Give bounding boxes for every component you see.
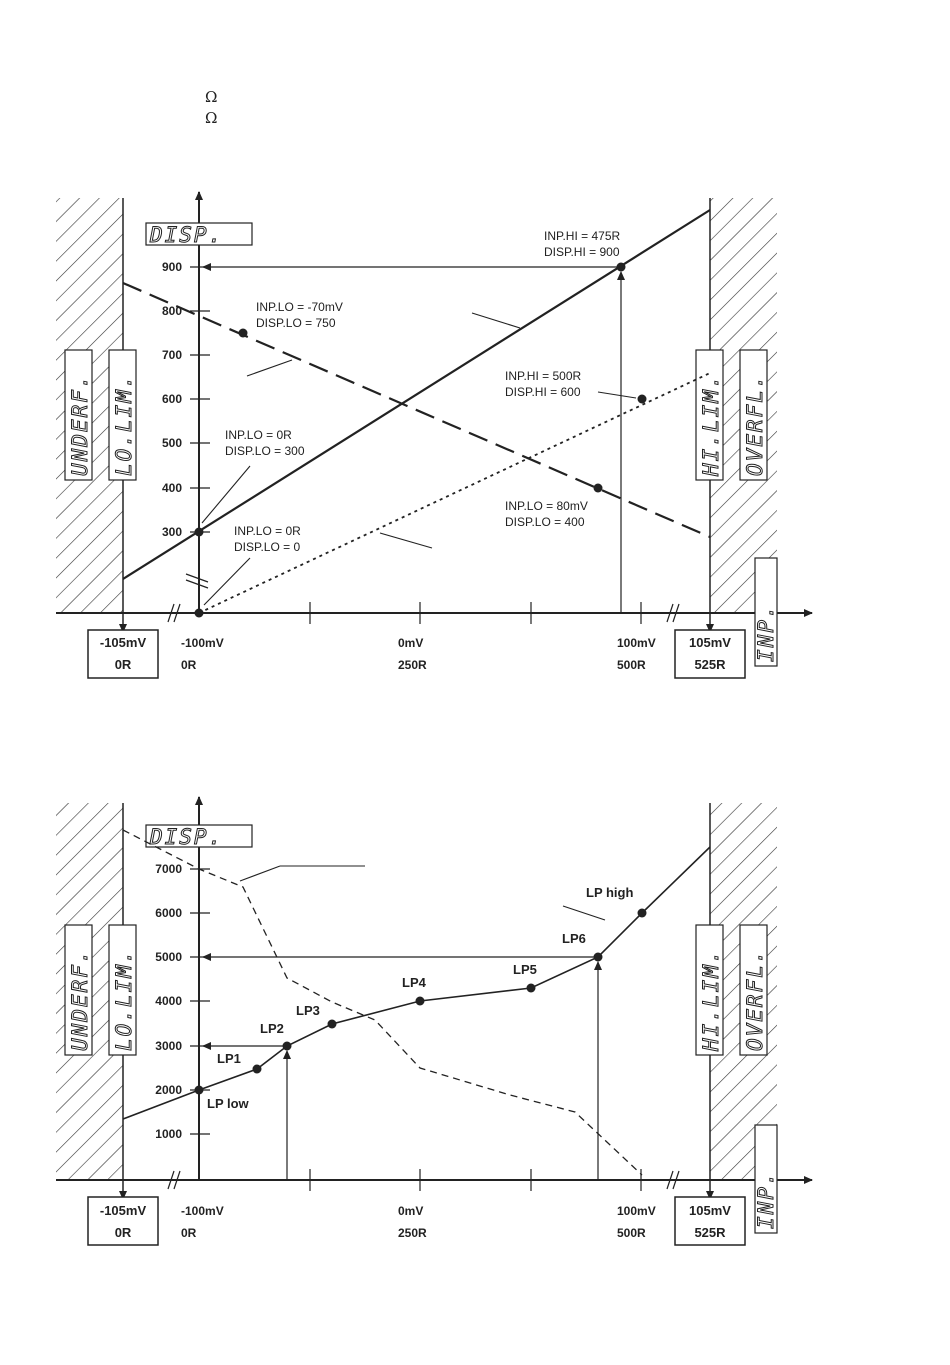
low-limit-r-2: 0R [114,1225,132,1240]
lo-limit-label: LO.LIM. [112,373,136,476]
overflow-label-2: OVERFL. [743,948,767,1051]
point-inp-hi-500r [638,395,647,404]
annotation-disp-lo-300: DISP.LO = 300 [225,444,305,458]
low-limit-mv-2: -105mV [99,1203,147,1218]
label-lp-low: LP low [207,1096,249,1111]
y-tick-600: 600 [161,392,182,406]
point-inp-hi-475r [617,263,626,272]
omega-symbol-1: Ω [205,88,218,106]
point-inp-lo-80mv [594,484,603,493]
axis-break-marks [168,574,679,622]
diagram-1 [56,192,812,678]
annotation-disp-hi-600: DISP.HI = 600 [505,385,581,399]
annotation-disp-hi-900: DISP.HI = 900 [544,245,620,259]
x-tick-0mv-2: 0mV [398,1204,424,1218]
y-tick-5000: 5000 [155,950,182,964]
dashed-line-characteristic [123,283,710,537]
label-lp6: LP6 [562,931,586,946]
x-tick-minus100mv: -100mV [181,636,224,650]
label-lp3: LP3 [296,1003,320,1018]
x-tick-500r-2: 500R [617,1226,646,1240]
annotation-inp-hi-500r: INP.HI = 500R [505,369,582,383]
label-lp2: LP2 [260,1021,284,1036]
sensor-characteristic-dashed [123,830,642,1175]
low-limit-mv: -105mV [99,635,147,650]
point-lp3 [328,1020,337,1029]
inp-axis-label-2: INP. [754,1170,778,1229]
point-lp1 [253,1065,262,1074]
y-tick-6000: 6000 [155,906,182,920]
point-lp-high [638,909,647,918]
omega-symbol-2: Ω [205,109,218,127]
y-tick-1000: 1000 [155,1127,182,1141]
y-tick-4000: 4000 [155,994,182,1008]
annotation-inp-hi-475r: INP.HI = 475R [544,229,621,243]
point-inp-lo-0r-0 [195,609,204,618]
hi-limit-label: HI.LIM. [699,373,723,476]
x-tick-0mv: 0mV [398,636,424,650]
x-tick-250r: 250R [398,658,427,672]
low-limit-r: 0R [114,657,132,672]
x-tick-0r: 0R [181,658,197,672]
y-tick-7000: 7000 [155,862,182,876]
high-limit-r: 525R [694,657,726,672]
y-tick-2000: 2000 [155,1083,182,1097]
y-tick-800: 800 [161,304,182,318]
point-inp-lo-0r-300 [195,528,204,537]
point-inp-lo-minus70mv [239,329,248,338]
y-tick-700: 700 [161,348,182,362]
high-limit-mv: 105mV [689,635,731,650]
y-tick-300: 300 [161,525,182,539]
lo-limit-label-2: LO.LIM. [112,948,136,1051]
annotation-inp-lo-0r-a: INP.LO = 0R [225,428,292,442]
x-tick-250r-2: 250R [398,1226,427,1240]
dotted-line-characteristic [199,373,710,613]
point-lp-low [195,1086,204,1095]
x-tick-0r-2: 0R [181,1226,197,1240]
point-lp2 [283,1042,292,1051]
point-lp5 [527,984,536,993]
annotation-disp-lo-750: DISP.LO = 750 [256,316,336,330]
x-tick-100mv-2: 100mV [617,1204,656,1218]
disp-axis-label-2: DISP. [150,825,224,849]
high-limit-mv-2: 105mV [689,1203,731,1218]
label-lp1: LP1 [217,1051,241,1066]
annotation-inp-lo-minus70mv: INP.LO = -70mV [256,300,343,314]
x-tick-minus100mv-2: -100mV [181,1204,224,1218]
overflow-label: OVERFL. [743,373,767,476]
y-tick-3000: 3000 [155,1039,182,1053]
annotation-disp-lo-0: DISP.LO = 0 [234,540,301,554]
high-limit-r-2: 525R [694,1225,726,1240]
diagram-2 [56,797,812,1245]
disp-axis-label: DISP. [150,223,224,247]
annotation-inp-lo-80mv: INP.LO = 80mV [505,499,588,513]
label-lp4: LP4 [402,975,426,990]
x-tick-500r: 500R [617,658,646,672]
inp-axis-label: INP. [754,603,778,662]
y-tick-500: 500 [161,436,182,450]
point-lp6 [594,953,603,962]
underflow-label: UNDERF. [68,373,92,476]
y-tick-400: 400 [161,481,182,495]
x-tick-100mv: 100mV [617,636,656,650]
point-lp4 [416,997,425,1006]
label-lp5: LP5 [513,962,537,977]
annotation-disp-lo-400: DISP.LO = 400 [505,515,585,529]
annotation-inp-lo-0r-b: INP.LO = 0R [234,524,301,538]
underflow-label-2: UNDERF. [68,948,92,1051]
hi-limit-label-2: HI.LIM. [699,948,723,1051]
label-lp-high: LP high [586,885,634,900]
y-tick-900: 900 [161,260,182,274]
